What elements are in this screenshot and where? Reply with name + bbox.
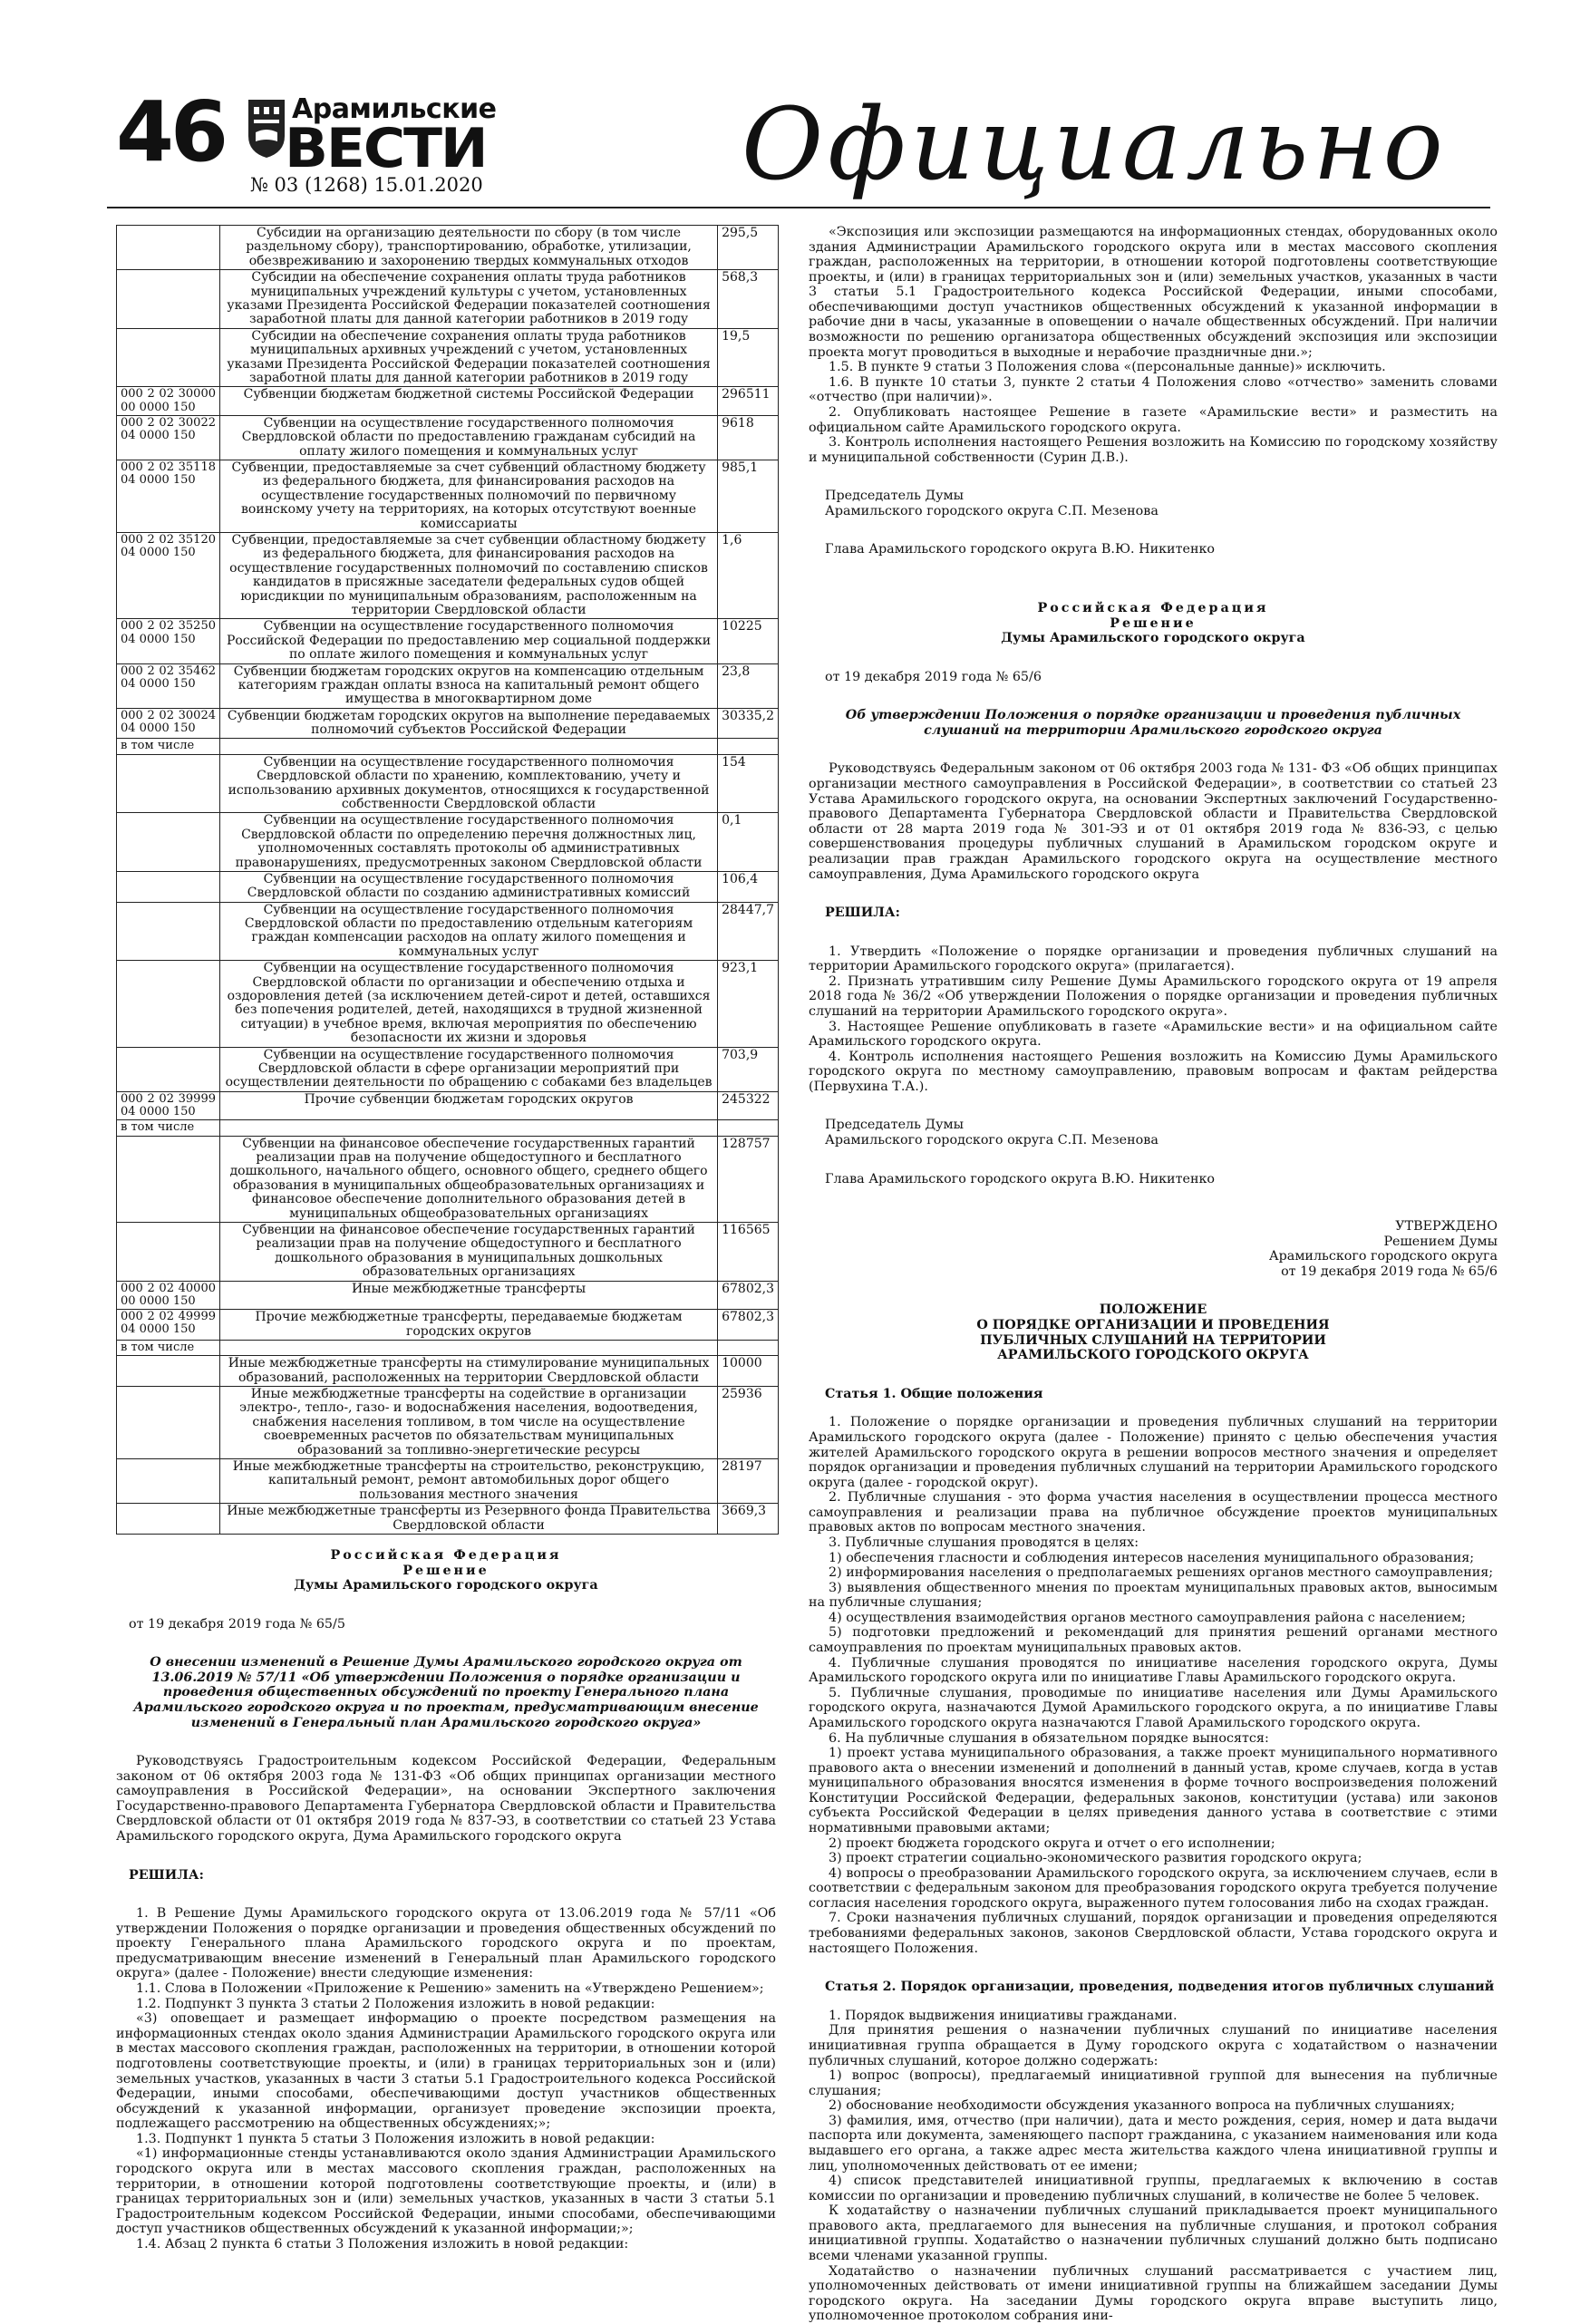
row-description: Иные межбюджетные трансферты (220, 1281, 718, 1310)
row-code (117, 1047, 220, 1091)
approved-block (809, 1219, 1498, 1279)
row-amount: 985,1 (718, 460, 779, 533)
signature-head-2: Глава Арамильского городского округа В.Ю. Никитенко (825, 1171, 1216, 1186)
article-2-paragraph: 4) список представителей инициативной группы, предлагаемых к включению в состав комиссии по организации и проведению публичных слушаний, в количестве не более 5 человек. (809, 2174, 1498, 2203)
row-code: 000 2 02 39999 04 0000 150 (117, 1091, 220, 1120)
table-row (117, 871, 779, 902)
table-row (117, 533, 779, 619)
doc2-title: Об утверждении Положения о порядке организации и проведения публичных слушаний на территории Арамильского городского округа (845, 708, 1461, 738)
article-2-paragraph: 3) фамилия, имя, отчество (при наличии), дата и место рождения, серия, номер и дата выдачи паспорта или документа, заменяющего паспорт гражданина, с указанием наименования или кода выдавшего его органа, а также адрес места жительства каждого члена инициативной группы и лиц, уполномоченных действовать от ее имени; (809, 2113, 1498, 2174)
article-2-paragraph: К ходатайству о назначении публичных слушаний прикладывается проект муниципального правового акта, предлагаемого для вынесения на публичные слушания, и протокол собрания инициативной группы. Ходатайство о назначении публичных слушаний должно быть подписано всеми членами указанной группы. (809, 2203, 1498, 2264)
row-description: Субвенции бюджетам городских округов на выполнение передаваемых полномочий субъектов Российской Федерации (220, 708, 718, 739)
row-description: Субвенции на осуществление государственного полномочия Свердловской области по определению перечня должностных лиц, уполномоченных составлять протоколы об административных правонарушениях, предусмотренных законом Свердловской области (220, 813, 718, 872)
table-row (117, 1136, 779, 1222)
doc1-body (116, 1906, 776, 2251)
table-row (117, 270, 779, 329)
doc1-paragraph: «3) оповещает и размещает информацию о проекте посредством размещения на информационных стендах около здания Администрации Арамильского городского округа или в местах массового скопления граждан, расположенных на территории, в отношении которой подготовлены соответствующие проекты, и (или) в границах территориальных зон и (или) земельных участков, указанных в части 3 статьи 5.1 Градостроительного кодекса Российской Федерации, иными способами, обеспечивающими доступ участников общественных обсуждений к указанной информации, организует проведение экспозиции проекта, подлежащего рассмотрению на общественных обсуждениях;»; (116, 2011, 776, 2132)
table-row (117, 1281, 779, 1310)
row-code: 000 2 02 30024 04 0000 150 (117, 708, 220, 739)
table-row (117, 460, 779, 533)
table-row (117, 1047, 779, 1091)
regulation-title-line: ПОЛОЖЕНИЕ (1099, 1302, 1207, 1318)
approved-line: УТВЕРЖДЕНО (1395, 1219, 1498, 1235)
article-2-paragraph: 2) обоснование необходимости обсуждения указанного вопроса на публичных слушаниях; (829, 2098, 1455, 2114)
table-row (117, 1458, 779, 1503)
row-description: Субвенции бюджетам городских округов на компенсацию отдельным категориям граждан оплаты взноса на капитальный ремонт общего имущества в многоквартирном доме (220, 663, 718, 708)
row-description: Субсидии на обеспечение сохранения оплаты труда работников муниципальных архивных учреждений с учетом, установленных указами Президента Российской Федерации показателей соотношения заработной платы для данной категории работников в 2019 году (220, 328, 718, 387)
article-1-paragraph: 3) проект стратегии социально-экономического развития городского округа; (829, 1851, 1362, 1866)
article-1-paragraph: 4. Публичные слушания проводятся по инициативе населения городского округа, Думы Арамильского городского округа или по инициативе Главы Арамильского городского округа. (809, 1655, 1498, 1686)
row-code: 000 2 02 35250 04 0000 150 (117, 619, 220, 663)
coat-of-arms-icon (245, 96, 290, 161)
table-row (117, 754, 779, 813)
row-description: Субвенции на осуществление государственного полномочия Свердловской области по созданию административных комиссий (220, 871, 718, 902)
table-row (117, 1310, 779, 1341)
doc1-paragraph: 1. В Решение Думы Арамильского городского округа от 13.06.2019 года № 57/11 «Об утверждении Положения о порядке организации и проведения общественных обсуждений по проекту Генерального плана Арамильского городского округа и по проектам, предусматривающим внесение изменений в Генеральный план Арамильского городского округа» (далее - Положение) внести следующие изменения: (116, 1906, 776, 1981)
doc1-paragraph: 2. Опубликовать настоящее Решение в газете «Арамильские вести» и разместить на официальном сайте Арамильского городского округа. (809, 404, 1498, 435)
row-description: Иные межбюджетные трансферты на содействие в организации электро-, тепло-, газо- и водоснабжения населения, водоотведения, снабжения населения топливом, в том числе на осуществление своевременных расчетов по обязательствам муниципальных образований за топливно-энергетические ресурсы (220, 1387, 718, 1459)
row-code (117, 1136, 220, 1222)
article-1-paragraph: 1. Положение о порядке организации и проведения публичных слушаний на территории Арамильского городского округа (далее - Положение) принято с целью обеспечения участия жителей Арамильского городского округа в решении вопросов местного значения и определяет порядок организации и проведения публичных слушаний на территории Арамильского городского округа (далее - городской округ). (809, 1415, 1498, 1490)
row-code: 000 2 02 35462 04 0000 150 (117, 663, 220, 708)
row-amount: 28447,7 (718, 902, 779, 961)
row-code: 000 2 02 30000 00 0000 150 (117, 387, 220, 416)
row-description: Субвенции на финансовое обеспечение государственных гарантий реализации прав на получение общедоступного и бесплатного дошкольного образования в муниципальных дошкольных образовательных организациях (220, 1223, 718, 1282)
row-code (117, 1458, 220, 1503)
right-column (809, 225, 1498, 2324)
approved-line: от 19 декабря 2019 года № 65/6 (1281, 1264, 1498, 1279)
row-code: 000 2 02 35120 04 0000 150 (117, 533, 220, 619)
row-amount: 28197 (718, 1458, 779, 1503)
row-amount: 245322 (718, 1091, 779, 1120)
article-1-paragraph: 3) выявления общественного мнения по проектам муниципальных правовых актов, выносимым на публичные слушания; (809, 1580, 1498, 1611)
brand-main: ВЕСТИ (285, 117, 487, 180)
left-column (116, 225, 776, 2251)
row-description: Субсидии на организацию деятельности по сбору (в том числе раздельному сбору), транспортированию, обработке, утилизации, обезвреживанию и захоронению твердых коммунальных отходов (220, 226, 718, 270)
doc1-heading-1: Российская Федерация (330, 1547, 562, 1563)
row-code (117, 754, 220, 813)
article-1-paragraph: 5. Публичные слушания, проводимые по инициативе населения или Думы Арамильского городского округа, назначаются Думой Арамильского городского округа, а по инициативе Главы Арамильского городского округа назначаются Главой Арамильского городского округа. (809, 1685, 1498, 1730)
row-description: Субвенции, предоставляемые за счет субвенции областному бюджету из федерального бюджета, для финансирования расходов на осуществление государственных полномочий по составлению списков кандидатов в присяжные заседатели федеральных судов общей юрисдикции по муниципальным образованиям, расположенным на территории Свердловской области (220, 533, 718, 619)
row-description (220, 1340, 718, 1355)
doc1-paragraph: «1) информационные стенды устанавливаются около здания Администрации Арамильского городского округа или в местах массового скопления граждан, расположенных на территории, в отношении которой подготовлены соответствующие проекты, и (или) в границах территориальных зон и (или) земельных участков, указанных в части 3 статьи 5.1 Градостроительным кодексом Российской Федерации, иными способами, обеспечивающими доступ участников общественных обсуждений к указанной информации;»; (116, 2146, 776, 2237)
article-2-paragraph: 1. Порядок выдвижения инициативы гражданами. (829, 2008, 1178, 2023)
row-code (117, 961, 220, 1047)
table-row (117, 1091, 779, 1120)
row-amount: 703,9 (718, 1047, 779, 1091)
article-1-paragraph: 1) обеспечения гласности и соблюдения интересов населения муниципального образования; (829, 1550, 1475, 1565)
row-amount: 116565 (718, 1223, 779, 1282)
regulation-title-line: ПУБЛИЧНЫХ СЛУШАНИЙ НА ТЕРРИТОРИИ (980, 1332, 1326, 1348)
table-row (117, 415, 779, 460)
doc1-date: от 19 декабря 2019 года № 65/5 (129, 1616, 345, 1632)
article-1-paragraph: 2) проект бюджета городского округа и отчет о его исполнении; (829, 1835, 1275, 1851)
row-description: Иные межбюджетные трансферты на стимулирование муниципальных образований, расположенных на территории Свердловской области (220, 1356, 718, 1387)
budget-table (116, 225, 779, 1535)
row-amount: 3669,3 (718, 1504, 779, 1535)
row-amount: 106,4 (718, 871, 779, 902)
row-amount: 25936 (718, 1387, 779, 1459)
doc1-paragraph: «Экспозиция или экспозиции размещаются на информационных стендах, оборудованных около здания Администрации Арамильского городского округа или в местах массового скопления граждан, расположенных на территории, в отношении которой подготовлены соответствующие проекты, и (или) в границах территориальных зон и (или) земельных участков, указанных в части 3 статьи 5.1 Градостроительного кодекса Российской Федерации, иными способами, обеспечивающими доступ участников общественных обсуждений к указанной информации в рабочие дни в часы, указанные в оповещении о начале общественных обсуждений. При наличии возможности по решению организатора общественных обсуждений экспозиция или экспозиции проекта могут проводиться в выходные и нерабочие праздничные дни.»; (809, 225, 1498, 360)
row-amount: 568,3 (718, 270, 779, 329)
doc1-resolved: РЕШИЛА: (129, 1867, 204, 1883)
row-code (117, 813, 220, 872)
table-row (117, 813, 779, 872)
article-1-paragraph: 7. Сроки назначения публичных слушаний, порядок организации и проведения определяются требованиями федеральных законов, законов Свердловской области, Устава городского округа и настоящего Положения. (809, 1911, 1498, 1956)
table-row (117, 226, 779, 270)
row-amount: 23,8 (718, 663, 779, 708)
table-row (117, 1340, 779, 1355)
row-description: Прочие межбюджетные трансферты, передаваемые бюджетам городских округов (220, 1310, 718, 1341)
doc1-paragraph: 3. Контроль исполнения настоящего Решения возложить на Комиссию по городскому хозяйству и муниципальной собственности (Сурин Д.В.). (809, 435, 1498, 465)
regulation-title-line: О ПОРЯДКЕ ОРГАНИЗАЦИИ И ПРОВЕДЕНИЯ (976, 1318, 1330, 1333)
table-row (117, 708, 779, 739)
row-description: Иные межбюджетные трансферты на строительство, реконструкцию, капитальный ремонт, ремонт автомобильных дорог общего пользования местного значения (220, 1458, 718, 1503)
row-code: в том числе (117, 1120, 220, 1136)
signature-chair-2: Председатель Думы (825, 1118, 964, 1133)
article-1-paragraph: 2. Публичные слушания - это форма участия населения в осуществлении процесса местного самоуправления и реализации права на публичное обсуждение проектов муниципальных правовых актов по вопросам местного значения. (809, 1490, 1498, 1535)
row-code (117, 226, 220, 270)
row-code (117, 1387, 220, 1459)
row-amount (718, 1340, 779, 1355)
doc1-preamble: Руководствуясь Градостроительным кодексом Российской Федерации, Федеральным законом от 06 октября 2003 года № 131-ФЗ «Об общих принципах организации местного самоуправления в Российской Федерации», на основании Экспертного заключения Государственно-правового Департамента Губернатора Свердловской области и Правительства Свердловской области от 01 октября 2019 года № 837-ЭЗ, в соответствии со статьей 23 Устава Арамильского городского округа, Дума Арамильского городского округа (116, 1754, 776, 1845)
doc1-paragraph: 1.6. В пункте 10 статьи 3, пункте 2 статьи 4 Положения слово «отчество» заменить словами «отчество (при наличии)». (809, 374, 1498, 405)
row-description: Прочие субвенции бюджетам городских округов (220, 1091, 718, 1120)
row-amount: 296511 (718, 387, 779, 416)
row-description: Субвенции на осуществление государственного полномочия Свердловской области по предоставлению гражданам субсидий на оплату жилого помещения и коммунальных услуг (220, 415, 718, 460)
article-2-paragraph: Ходатайство о назначении публичных слушаний рассматривается с участием лиц, уполномоченных действовать от имени инициативной группы на ближайшем заседании Думы городского округа. На заседании Думы городского округа вправе выступить лицо, уполномоченное протоколом собрания ини- (809, 2263, 1498, 2324)
row-description: Субвенции на осуществление государственного полномочия Российской Федерации по предоставлению мер социальной поддержки по оплате жилого помещения и коммунальных услуг (220, 619, 718, 663)
table-row (117, 619, 779, 663)
table-row (117, 902, 779, 961)
article-1-title: Статья 1. Общие положения (825, 1386, 1043, 1401)
doc1-heading-3: Думы Арамильского городского округа (294, 1578, 598, 1593)
row-amount (718, 1120, 779, 1136)
row-amount: 154 (718, 754, 779, 813)
regulation-title-line: АРАМИЛЬСКОГО ГОРОДСКОГО ОКРУГА (997, 1348, 1309, 1363)
row-description: Субвенции бюджетам бюджетной системы Российской Федерации (220, 387, 718, 416)
table-row (117, 387, 779, 416)
doc2-heading-1: Российская Федерация (1037, 600, 1269, 615)
row-code: 000 2 02 49999 04 0000 150 (117, 1310, 220, 1341)
row-amount (718, 739, 779, 754)
article-2-paragraph: Для принятия решения о назначении публичных слушаний по инициативе населения инициативная группа обращается в Думу городского округа с ходатайством о назначении публичных слушаний, которое должно содержать: (809, 2023, 1498, 2068)
doc2-heading-3: Думы Арамильского городского округа (1001, 631, 1305, 646)
table-row (117, 1223, 779, 1282)
approved-line: Решением Думы (1383, 1234, 1498, 1249)
row-code: в том числе (117, 739, 220, 754)
row-description: Субвенции на осуществление государственного полномочия Свердловской области по хранению, комплектованию, учету и использованию архивных документов, относящихся к государственной собственности Свердловской области (220, 754, 718, 813)
signature-chair-1: Председатель Думы (825, 489, 964, 504)
row-code (117, 328, 220, 387)
row-code: 000 2 02 35118 04 0000 150 (117, 460, 220, 533)
table-row (117, 1356, 779, 1387)
row-amount: 19,5 (718, 328, 779, 387)
doc1-continuation (809, 225, 1498, 465)
regulation-title (809, 1302, 1498, 1362)
signature-chair-name-1: Арамильского городского округа С.П. Мезенова (825, 503, 1159, 518)
article-1-paragraph: 3. Публичные слушания проводятся в целях: (829, 1535, 1139, 1550)
row-description: Субвенции на осуществление государственного полномочия Свердловской области по организации и обеспечению отдыха и оздоровления детей (за исключением детей-сирот и детей, оставшихся без попечения родителей, детей, находящихся в трудной жизненной ситуации) в учебное время, включая мероприятия по обеспечению безопасности их жизни и здоровья (220, 961, 718, 1047)
row-amount: 9618 (718, 415, 779, 460)
doc1-paragraph: 1.3. Подпункт 1 пункта 5 статьи 3 Положения изложить в новой редакции: (136, 2131, 655, 2146)
issue-number: № 03 (1268) 15.01.2020 (250, 174, 483, 196)
row-description: Субвенции, предоставляемые за счет субвенций областному бюджету из федерального бюджета, для финансирования расходов на осуществление государственных полномочий по первичному воинскому учету на территориях, на которых отсутствуют военные комиссариаты (220, 460, 718, 533)
doc1-paragraph: 1.5. В пункте 9 статьи 3 Положения слова «(персональные данные)» исключить. (829, 360, 1386, 375)
doc2-heading-2: Решение (1110, 615, 1197, 631)
row-code (117, 902, 220, 961)
approved-line: Арамильского городского округа (1268, 1249, 1498, 1264)
row-amount: 67802,3 (718, 1281, 779, 1310)
row-amount: 295,5 (718, 226, 779, 270)
signature-head-1: Глава Арамильского городского округа В.Ю. Никитенко (825, 542, 1216, 557)
brand-top: Арамильские (292, 93, 497, 125)
doc2-body (809, 944, 1498, 1095)
row-description (220, 739, 718, 754)
row-amount: 923,1 (718, 961, 779, 1047)
article-1-paragraph: 5) подготовки предложений и рекомендаций для принятия решений органами местного самоуправления по проектам муниципальных правовых актов. (809, 1625, 1498, 1656)
article-1-paragraph: 2) информирования населения о предполагаемых решениях органов местного самоуправления; (829, 1565, 1494, 1581)
row-description: Субсидии на обеспечение сохранения оплаты труда работников муниципальных учреждений культуры с учетом, установленных указами Президента Российской Федерации показателей соотношения заработной платы для данной категории работников в 2019 году (220, 270, 718, 329)
row-code (117, 871, 220, 902)
row-amount: 67802,3 (718, 1310, 779, 1341)
article-1-body (809, 1415, 1498, 1956)
doc2-paragraph: 2. Признать утратившим силу Решение Думы Арамильского городского округа от 19 апреля 2018 года № 36/2 «Об утверждении Положения о порядке организации и проведения публичных слушаний на территории Арамильского городского округа». (809, 973, 1498, 1019)
table-row (117, 961, 779, 1047)
header-rule (107, 207, 1490, 208)
doc2-date: от 19 декабря 2019 года № 65/6 (825, 669, 1042, 684)
row-code (117, 270, 220, 329)
row-amount: 1,6 (718, 533, 779, 619)
article-2-title: Статья 2. Порядок организации, проведения, подведения итогов публичных слушаний (825, 1980, 1495, 1995)
doc2-preamble: Руководствуясь Федеральным законом от 06 октября 2003 года № 131- ФЗ «Об общих принципах организации местного самоуправления в Российской Федерации», в соответствии со статьей 23 Устава Арамильского городского округа, на основании Экспертных заключений Государственно-правового Департамента Губернатора Свердловской области и Правительства Свердловской области от 28 марта 2019 года № 301-ЭЗ и от 01 октября 2019 года № 836-ЭЗ, с целью совершенствования процедуры публичных слушаний в Арамильском городском округе и реализации прав граждан Арамильского городского округа на осуществление местного самоуправления, Дума Арамильского городского округа (809, 761, 1498, 882)
doc1-paragraph: 1.1. Слова в Положении «Приложение к Решению» заменить на «Утверждено Решением»; (136, 1981, 764, 1997)
doc2-paragraph: 1. Утвердить «Положение о порядке организации и проведения публичных слушаний на территории Арамильского городского округа» (прилагается). (809, 944, 1498, 974)
page-number: 46 (116, 83, 226, 180)
signature-chair-name-2: Арамильского городского округа С.П. Мезенова (825, 1133, 1159, 1148)
article-1-paragraph: 4) вопросы о преобразовании Арамильского городского округа, за исключением случаев, если в соответствии с федеральным законом для преобразования городского округа требуется получение согласия населения городского округа, выраженного путем голосования либо на сходах граждан. (809, 1865, 1498, 1911)
row-amount: 30335,2 (718, 708, 779, 739)
row-code (117, 1356, 220, 1387)
row-description: Субвенции на осуществление государственного полномочия Свердловской области по предоставлению отдельным категориям граждан компенсации расходов на оплату жилого помещения и коммунальных услуг (220, 902, 718, 961)
table-row (117, 663, 779, 708)
table-row (117, 328, 779, 387)
article-1-paragraph: 4) осуществления взаимодействия органов местного самоуправления района с населением; (829, 1610, 1466, 1625)
article-1-paragraph: 1) проект устава муниципального образования, а также проект муниципального нормативного правового акта о внесении изменений и дополнений в данный устав, кроме случаев, когда в устав муниципального образования вносятся изменения в форме точного воспроизведения положений Конституции Российской Федерации, федеральных законов, конституции (устава) или законов субъекта Российской Федерации в целях приведения данного устава в соответствие с этими нормативными правовыми актами; (809, 1746, 1498, 1835)
doc2-paragraph: 3. Настоящее Решение опубликовать в газете «Арамильские вести» и на официальном сайте Арамильского городского округа. (809, 1019, 1498, 1050)
row-description: Иные межбюджетные трансферты из Резервного фонда Правительства Свердловской области (220, 1504, 718, 1535)
row-description: Субвенции на финансовое обеспечение государственных гарантий реализации прав на получение общедоступного и бесплатного дошкольного, начального общего, основного общего, среднего общего образования в муниципальных общеобразовательных организациях и финансовое обеспечение дополнительного образования детей в муниципальных общеобразовательных организациях (220, 1136, 718, 1222)
doc2-resolved: РЕШИЛА: (825, 905, 900, 921)
row-amount: 10000 (718, 1356, 779, 1387)
article-2-paragraph: 1) вопрос (вопросы), предлагаемый инициативной группой для вынесения на публичные слушания; (809, 2068, 1498, 2098)
table-row (117, 739, 779, 754)
row-description: Субвенции на осуществление государственного полномочия Свердловской области в сфере организации мероприятий при осуществлении деятельности по обращению с собаками без владельцев (220, 1047, 718, 1091)
table-row (117, 1504, 779, 1535)
doc1-paragraph: 1.4. Абзац 2 пункта 6 статьи 3 Положения изложить в новой редакции: (136, 2236, 629, 2251)
table-row (117, 1387, 779, 1459)
doc2-paragraph: 4. Контроль исполнения настоящего Решения возложить на Комиссию Думы Арамильского городского округа по местному самоуправлению, правовым вопросам и фактам рейдерства (Первухина Т.А.). (809, 1049, 1498, 1094)
section-title: Официально (742, 86, 1448, 202)
article-1-paragraph: 6. На публичные слушания в обязательном порядке выносятся: (829, 1730, 1269, 1746)
row-code (117, 1504, 220, 1535)
row-amount: 0,1 (718, 813, 779, 872)
row-code: 000 2 02 40000 00 0000 150 (117, 1281, 220, 1310)
row-description (220, 1120, 718, 1136)
doc1-title: О внесении изменений в Решение Думы Арамильского городского округа от 13.06.2019 № 57/11 «Об утверждении Положения о порядке организации и проведения общественных обсуждений по проекту Генерального плана Арамильского городского округа и по проектам, предусматривающим внесение изменений в Генеральный план Арамильского городского округа» (133, 1655, 759, 1730)
row-code: 000 2 02 30022 04 0000 150 (117, 415, 220, 460)
article-2-body (809, 2009, 1498, 2324)
row-amount: 10225 (718, 619, 779, 663)
doc1-heading-2: Решение (402, 1563, 490, 1578)
row-code (117, 1223, 220, 1282)
table-row (117, 1120, 779, 1136)
doc1-paragraph: 1.2. Подпункт 3 пункта 3 статьи 2 Положения изложить в новой редакции: (136, 1996, 655, 2011)
row-code: в том числе (117, 1340, 220, 1355)
row-amount: 128757 (718, 1136, 779, 1222)
